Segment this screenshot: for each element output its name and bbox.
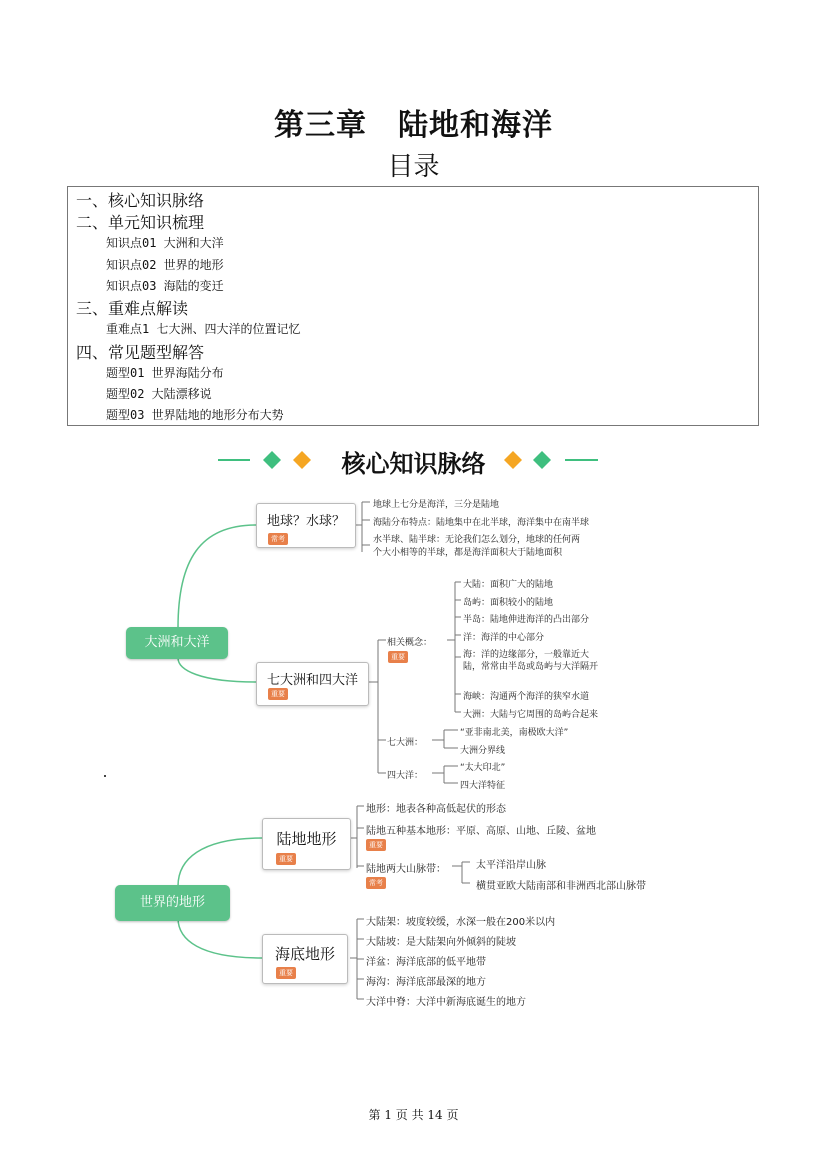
leaf-text: 四大洋特征 — [460, 781, 506, 791]
leaf-text: “太大印北” — [460, 763, 506, 773]
leaf-text: 个大小相等的半球，都是海洋面积大于陆地面积 — [373, 548, 563, 558]
toc-item[interactable]: 知识点02 世界的地形 — [106, 258, 224, 272]
tag-badge: 重要 — [276, 967, 296, 979]
leaf-text: 半岛：陆地伸进海洋的凸出部分 — [463, 615, 590, 625]
toc-item[interactable]: 二、单元知识梳理 — [76, 213, 205, 232]
leaf-text: 大洋中脊：大洋中新海底诞生的地方 — [366, 997, 526, 1008]
toc-item[interactable]: 知识点01 大洲和大洋 — [106, 236, 224, 250]
toc-item[interactable]: 四、常见题型解答 — [76, 343, 205, 362]
toc-item[interactable]: 题型02 大陆漂移说 — [106, 387, 212, 401]
leaf-text: 陆地五种基本地形：平原、高原、山地、丘陵、盆地 — [366, 826, 596, 837]
leaf-text: 大洲分界线 — [460, 746, 506, 756]
page-title: 第三章 陆地和海洋 — [274, 108, 553, 143]
stray-dot — [104, 775, 106, 777]
mindmap-root-continents: 大洲和大洋 — [126, 627, 228, 659]
toc-item[interactable]: 重难点1 七大洲、四大洋的位置记忆 — [106, 322, 301, 336]
concept-label: 相关概念： — [387, 638, 433, 648]
toc-heading: 目录 — [387, 152, 440, 182]
leaf-text: 海沟：海洋底部最深的地方 — [366, 977, 486, 988]
toc-item[interactable]: 题型03 世界陆地的地形分布大势 — [106, 408, 284, 422]
node-label: 地球？水球？ — [266, 514, 345, 529]
node-seabed-landforms — [262, 934, 348, 984]
tag-badge: 重要 — [366, 839, 386, 851]
tag-badge: 常考 — [268, 533, 288, 545]
leaf-text: 岛屿：面积较小的陆地 — [463, 598, 554, 608]
node-label: 陆地地形 — [276, 830, 337, 848]
four-oceans-label: 四大洋： — [387, 771, 424, 781]
leaf-text: 地球上七分是海洋，三分是陆地 — [373, 500, 500, 510]
page-footer: 第 1 页 共 14 页 — [368, 1108, 459, 1122]
toc-item[interactable]: 一、核心知识脉络 — [76, 191, 205, 210]
leaf-text: 洋：海洋的中心部分 — [463, 633, 545, 643]
leaf-text: 陆地两大山脉带： — [366, 864, 446, 875]
leaf-text: 地形：地表各种高低起伏的形态 — [366, 804, 506, 815]
leaf-text: 陆，常常由半岛或岛屿与大洋隔开 — [463, 662, 599, 672]
node-continents-oceans — [256, 662, 369, 706]
mindmap-root-landforms: 世界的地形 — [115, 885, 230, 921]
leaf-text: 洋盆：海洋底部的低平地带 — [366, 957, 486, 968]
tag-badge: 重要 — [268, 688, 288, 700]
leaf-text: 海峡：沟通两个海洋的狭窄水道 — [463, 692, 590, 702]
tag-badge: 常考 — [366, 877, 386, 889]
toc-item[interactable]: 知识点03 海陆的变迁 — [106, 279, 224, 293]
leaf-text: 横贯亚欧大陆南部和非洲西北部山脉带 — [476, 881, 646, 892]
leaf-text: 大陆架：坡度较缓，水深一般在200米以内 — [366, 917, 556, 928]
leaf-text: 大陆：面积广大的陆地 — [463, 580, 554, 590]
tag-badge: 重要 — [388, 651, 408, 663]
leaf-text: “亚非南北美，南极欧大洋” — [460, 728, 569, 738]
leaf-text: 大陆坡：是大陆架向外倾斜的陡坡 — [366, 937, 516, 948]
tag-badge: 重要 — [276, 853, 296, 865]
banner-title: 核心知识脉络 — [341, 450, 486, 478]
node-label: 七大洲和四大洋 — [266, 673, 358, 688]
leaf-text: 海陆分布特点：陆地集中在北半球，海洋集中在南半球 — [373, 518, 590, 528]
toc-item[interactable]: 三、重难点解读 — [76, 299, 189, 318]
node-label: 海底地形 — [274, 945, 335, 963]
leaf-text: 大洲：大陆与它周围的岛屿合起来 — [463, 710, 599, 720]
leaf-text: 海：洋的边缘部分，一般靠近大 — [463, 650, 590, 660]
leaf-text: 太平洋沿岸山脉 — [476, 860, 546, 871]
toc-item[interactable]: 题型01 世界海陆分布 — [106, 366, 224, 380]
node-land-landforms — [262, 818, 351, 870]
leaf-text: 水半球、陆半球：无论我们怎么划分，地球的任何两 — [373, 535, 581, 545]
node-earth-or-water — [256, 503, 356, 548]
seven-continents-label: 七大洲： — [387, 738, 424, 748]
